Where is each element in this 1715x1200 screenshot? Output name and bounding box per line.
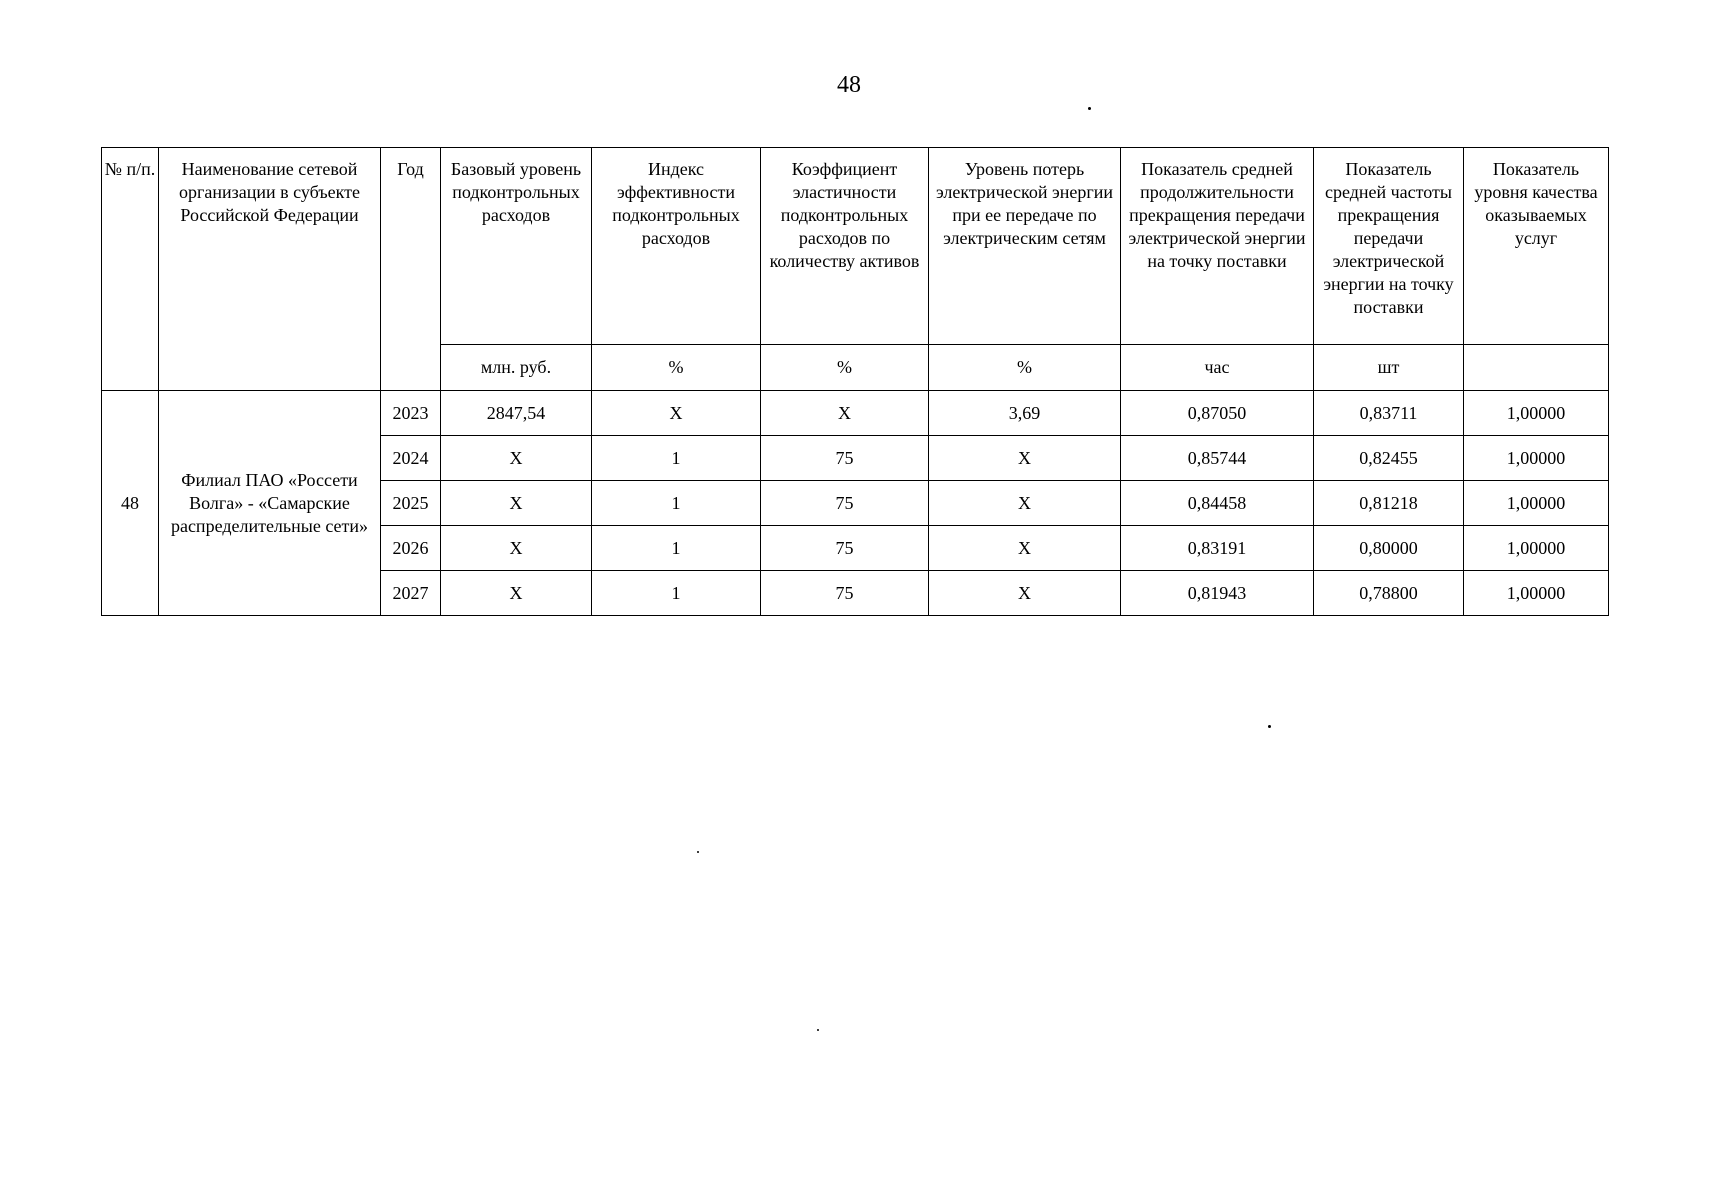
scan-speck <box>817 1029 819 1031</box>
entry-number: 48 <box>102 391 159 616</box>
cell-base-level: X <box>441 436 592 481</box>
header-frequency: Показатель средней частоты прекращения передачи электрической энергии на точку поставки <box>1314 148 1464 345</box>
cell-elasticity: X <box>761 391 929 436</box>
cell-frequency: 0,81218 <box>1314 481 1464 526</box>
cell-losses: X <box>929 481 1121 526</box>
cell-elasticity: 75 <box>761 526 929 571</box>
cell-quality: 1,00000 <box>1464 571 1609 616</box>
header-organization: Наименование сетевой организации в субъекте Российской Федерации <box>159 148 381 391</box>
cell-losses: X <box>929 436 1121 481</box>
header-year: Год <box>381 148 441 391</box>
header-number: № п/п. <box>102 148 159 391</box>
header-losses: Уровень потерь электрической энергии при ее передаче по электрическим сетям <box>929 148 1121 345</box>
cell-duration: 0,85744 <box>1121 436 1314 481</box>
cell-duration: 0,84458 <box>1121 481 1314 526</box>
cell-duration: 0,81943 <box>1121 571 1314 616</box>
cell-year: 2025 <box>381 481 441 526</box>
scan-speck <box>1088 107 1091 110</box>
cell-losses: X <box>929 526 1121 571</box>
header-base-level: Базовый уровень подконтрольных расходов <box>441 148 592 345</box>
cell-efficiency-index: 1 <box>592 526 761 571</box>
unit-duration: час <box>1121 345 1314 391</box>
cell-losses: 3,69 <box>929 391 1121 436</box>
cell-quality: 1,00000 <box>1464 481 1609 526</box>
scan-speck <box>697 851 699 853</box>
cell-elasticity: 75 <box>761 571 929 616</box>
cell-quality: 1,00000 <box>1464 526 1609 571</box>
cell-efficiency-index: X <box>592 391 761 436</box>
indicators-table <box>101 147 1609 616</box>
cell-base-level: X <box>441 481 592 526</box>
cell-elasticity: 75 <box>761 436 929 481</box>
scan-speck <box>1268 725 1271 728</box>
unit-losses: % <box>929 345 1121 391</box>
cell-elasticity: 75 <box>761 481 929 526</box>
header-quality: Показатель уровня качества оказываемых услуг <box>1464 148 1609 345</box>
header-duration: Показатель средней продолжительности прекращения передачи электрической энергии на точку поставки <box>1121 148 1314 345</box>
cell-year: 2024 <box>381 436 441 481</box>
cell-base-level: X <box>441 526 592 571</box>
cell-year: 2023 <box>381 391 441 436</box>
unit-base-level: млн. руб. <box>441 345 592 391</box>
header-efficiency-index: Индекс эффективности подконтрольных расходов <box>592 148 761 345</box>
cell-year: 2027 <box>381 571 441 616</box>
cell-duration: 0,87050 <box>1121 391 1314 436</box>
header-elasticity: Коэффициент эластичности подконтрольных расходов по количеству активов <box>761 148 929 345</box>
entry-organization: Филиал ПАО «Россети Волга» - «Самарские распределительные сети» <box>159 391 381 616</box>
cell-frequency: 0,82455 <box>1314 436 1464 481</box>
page-number: 48 <box>837 72 861 98</box>
unit-quality <box>1464 345 1609 391</box>
cell-frequency: 0,78800 <box>1314 571 1464 616</box>
cell-frequency: 0,83711 <box>1314 391 1464 436</box>
cell-quality: 1,00000 <box>1464 436 1609 481</box>
table-row <box>102 391 1609 436</box>
cell-losses: X <box>929 571 1121 616</box>
unit-efficiency-index: % <box>592 345 761 391</box>
cell-quality: 1,00000 <box>1464 391 1609 436</box>
cell-efficiency-index: 1 <box>592 436 761 481</box>
cell-efficiency-index: 1 <box>592 571 761 616</box>
unit-frequency: шт <box>1314 345 1464 391</box>
cell-base-level: 2847,54 <box>441 391 592 436</box>
cell-base-level: X <box>441 571 592 616</box>
header-row <box>102 148 1609 345</box>
cell-efficiency-index: 1 <box>592 481 761 526</box>
cell-year: 2026 <box>381 526 441 571</box>
cell-frequency: 0,80000 <box>1314 526 1464 571</box>
unit-elasticity: % <box>761 345 929 391</box>
cell-duration: 0,83191 <box>1121 526 1314 571</box>
